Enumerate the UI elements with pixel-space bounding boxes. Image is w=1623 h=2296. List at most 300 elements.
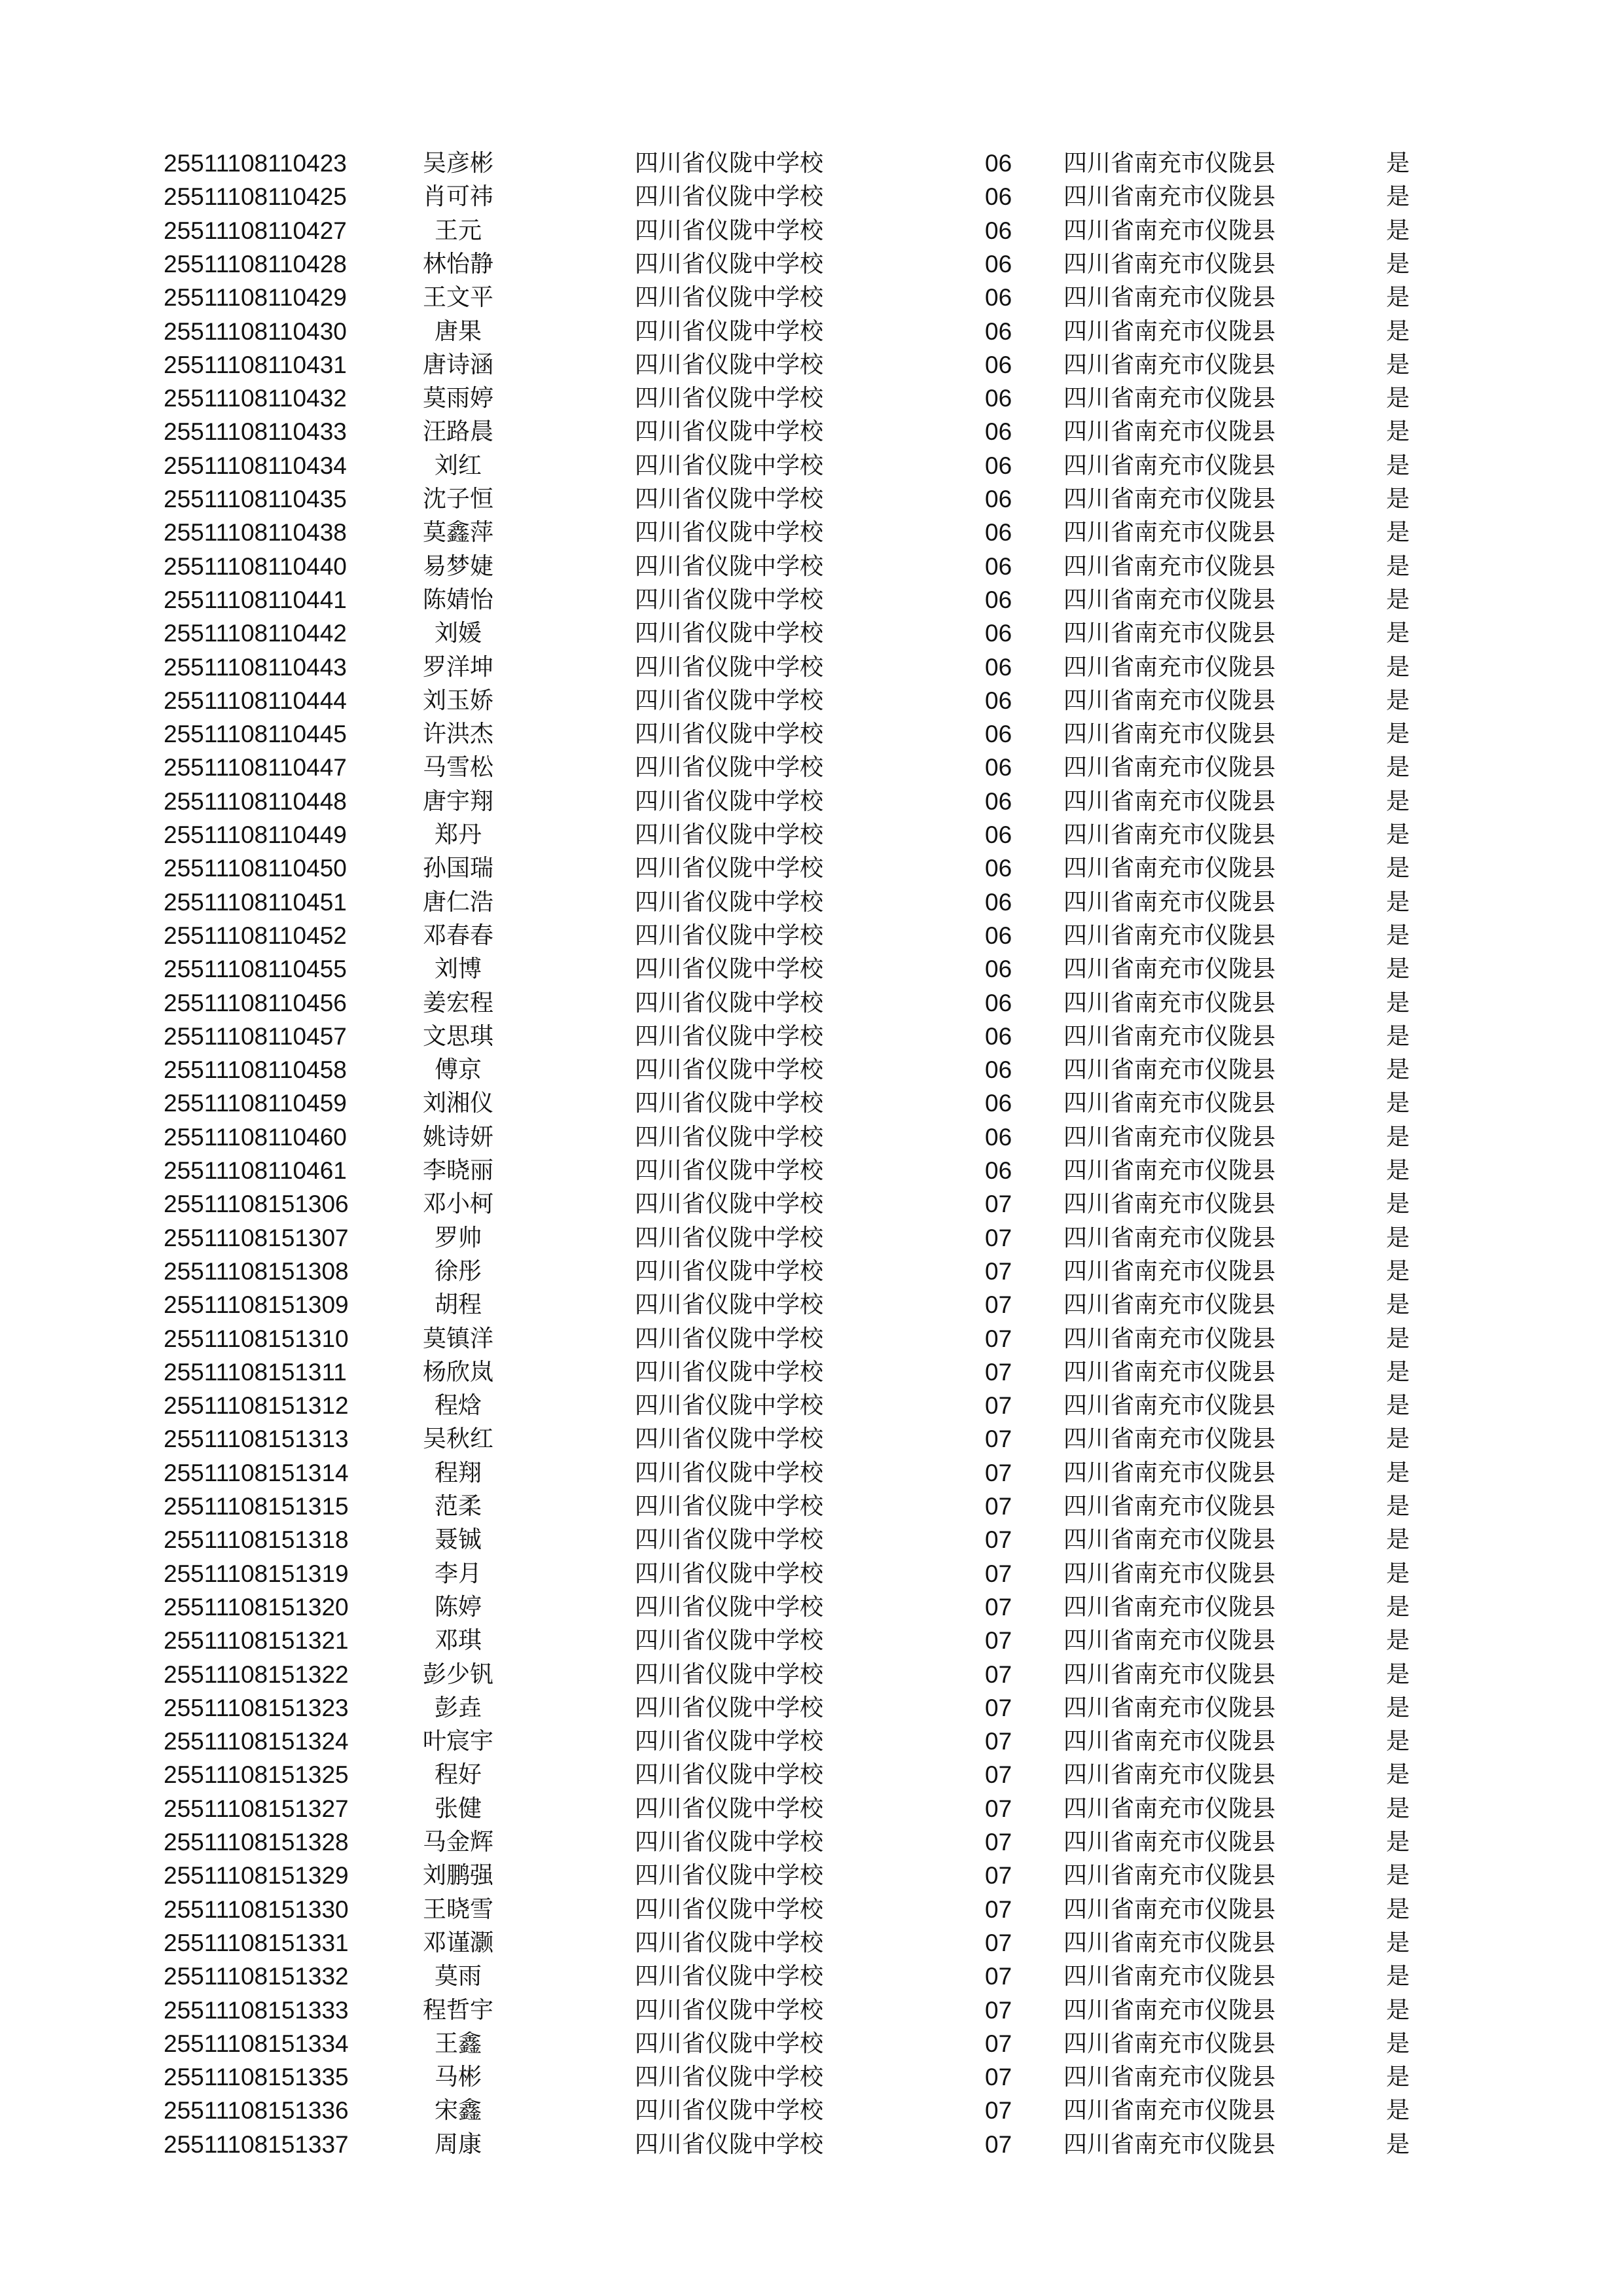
registration-id: 25511108151334 bbox=[164, 2030, 349, 2057]
table-row bbox=[0, 281, 1623, 314]
registration-id: 25511108110449 bbox=[164, 821, 347, 848]
student-name: 邓春春 bbox=[422, 922, 493, 949]
region-name: 四川省南充市仪陇县 bbox=[1063, 351, 1276, 378]
table-row bbox=[0, 1288, 1623, 1321]
class-code: 06 bbox=[985, 956, 1012, 983]
eligibility-flag: 是 bbox=[1386, 1694, 1410, 1721]
region-name: 四川省南充市仪陇县 bbox=[1063, 1056, 1276, 1084]
school-name: 四川省仪陇中学校 bbox=[635, 956, 824, 983]
class-code: 06 bbox=[985, 687, 1012, 714]
table-row bbox=[0, 1053, 1623, 1086]
class-code: 06 bbox=[985, 217, 1012, 244]
region-name: 四川省南充市仪陇县 bbox=[1063, 1392, 1276, 1420]
student-name: 刘鹏强 bbox=[422, 1862, 493, 1890]
region-name: 四川省南充市仪陇县 bbox=[1063, 1123, 1276, 1151]
registration-id: 25511108110444 bbox=[164, 687, 347, 714]
class-code: 07 bbox=[985, 2097, 1012, 2125]
eligibility-flag: 是 bbox=[1386, 1560, 1410, 1587]
student-name: 姜宏程 bbox=[422, 989, 493, 1016]
class-code: 06 bbox=[985, 1157, 1012, 1184]
student-name: 宋鑫 bbox=[434, 2097, 482, 2125]
region-name: 四川省南充市仪陇县 bbox=[1063, 989, 1276, 1016]
class-code: 07 bbox=[985, 1895, 1012, 1923]
region-name: 四川省南充市仪陇县 bbox=[1063, 855, 1276, 882]
student-name: 莫雨 bbox=[434, 1963, 482, 1990]
school-name: 四川省仪陇中学校 bbox=[635, 754, 824, 781]
region-name: 四川省南充市仪陇县 bbox=[1063, 1459, 1276, 1486]
region-name: 四川省南充市仪陇县 bbox=[1063, 183, 1276, 211]
class-code: 06 bbox=[985, 284, 1012, 312]
table-row bbox=[0, 818, 1623, 852]
registration-id: 25511108151332 bbox=[164, 1963, 349, 1990]
region-name: 四川省南充市仪陇县 bbox=[1063, 317, 1276, 345]
registration-id: 25511108110459 bbox=[164, 1090, 347, 1117]
region-name: 四川省南充市仪陇县 bbox=[1063, 1694, 1276, 1721]
registration-id: 25511108110460 bbox=[164, 1123, 347, 1151]
table-row bbox=[0, 1187, 1623, 1221]
table-row bbox=[0, 449, 1623, 482]
class-code: 06 bbox=[985, 385, 1012, 412]
eligibility-flag: 是 bbox=[1386, 317, 1410, 345]
student-name: 孙国瑞 bbox=[422, 855, 493, 882]
eligibility-flag: 是 bbox=[1386, 2064, 1410, 2091]
school-name: 四川省仪陇中学校 bbox=[635, 787, 824, 815]
region-name: 四川省南充市仪陇县 bbox=[1063, 217, 1276, 244]
eligibility-flag: 是 bbox=[1386, 1929, 1410, 1956]
table-row bbox=[0, 1355, 1623, 1389]
school-name: 四川省仪陇中学校 bbox=[635, 486, 824, 512]
school-name: 四川省仪陇中学校 bbox=[635, 1526, 824, 1554]
table-row bbox=[0, 1255, 1623, 1288]
region-name: 四川省南充市仪陇县 bbox=[1063, 1358, 1276, 1386]
region-name: 四川省南充市仪陇县 bbox=[1063, 1627, 1276, 1655]
eligibility-flag: 是 bbox=[1386, 385, 1410, 412]
registration-id: 25511108110448 bbox=[164, 787, 347, 815]
region-name: 四川省南充市仪陇县 bbox=[1063, 519, 1276, 547]
school-name: 四川省仪陇中学校 bbox=[635, 1157, 824, 1184]
school-name: 四川省仪陇中学校 bbox=[635, 1426, 824, 1453]
region-name: 四川省南充市仪陇县 bbox=[1063, 552, 1276, 580]
eligibility-flag: 是 bbox=[1386, 687, 1410, 714]
student-name: 程哲宇 bbox=[422, 1996, 493, 2024]
eligibility-flag: 是 bbox=[1386, 1224, 1410, 1251]
region-name: 四川省南充市仪陇县 bbox=[1063, 1996, 1276, 2024]
table-row bbox=[0, 1121, 1623, 1154]
student-name: 易梦婕 bbox=[422, 552, 493, 580]
registration-id: 25511108151324 bbox=[164, 1728, 349, 1755]
eligibility-flag: 是 bbox=[1386, 1392, 1410, 1420]
school-name: 四川省仪陇中学校 bbox=[635, 586, 824, 613]
student-name: 胡程 bbox=[434, 1291, 482, 1319]
school-name: 四川省仪陇中学校 bbox=[635, 1325, 824, 1352]
table-row bbox=[0, 717, 1623, 751]
school-name: 四川省仪陇中学校 bbox=[635, 552, 824, 580]
class-code: 06 bbox=[985, 821, 1012, 848]
table-row bbox=[0, 651, 1623, 684]
region-name: 四川省南充市仪陇县 bbox=[1063, 1325, 1276, 1352]
registration-id: 25511108151322 bbox=[164, 1660, 349, 1688]
student-name: 王文平 bbox=[422, 284, 493, 312]
table-row bbox=[0, 516, 1623, 549]
registration-id: 25511108151315 bbox=[164, 1493, 349, 1520]
student-name: 程好 bbox=[434, 1761, 482, 1789]
school-name: 四川省仪陇中学校 bbox=[635, 2064, 824, 2091]
table-row bbox=[0, 1926, 1623, 1960]
class-code: 07 bbox=[985, 1526, 1012, 1554]
registration-id: 25511108110440 bbox=[164, 552, 347, 580]
eligibility-flag: 是 bbox=[1386, 1056, 1410, 1084]
eligibility-flag: 是 bbox=[1386, 217, 1410, 244]
table-row bbox=[0, 1557, 1623, 1590]
eligibility-flag: 是 bbox=[1386, 888, 1410, 916]
registration-id: 25511108151318 bbox=[164, 1526, 349, 1554]
region-name: 四川省南充市仪陇县 bbox=[1063, 250, 1276, 278]
table-row bbox=[0, 1658, 1623, 1691]
table-row bbox=[0, 2027, 1623, 2060]
school-name: 四川省仪陇中学校 bbox=[635, 385, 824, 412]
student-name: 文思琪 bbox=[422, 1022, 493, 1050]
school-name: 四川省仪陇中学校 bbox=[635, 855, 824, 882]
student-name: 唐诗涵 bbox=[422, 351, 493, 378]
class-code: 07 bbox=[985, 1929, 1012, 1956]
class-code: 06 bbox=[985, 250, 1012, 278]
school-name: 四川省仪陇中学校 bbox=[635, 1123, 824, 1151]
student-name: 邓琪 bbox=[434, 1627, 482, 1655]
class-code: 06 bbox=[985, 351, 1012, 378]
class-code: 07 bbox=[985, 1224, 1012, 1251]
eligibility-flag: 是 bbox=[1386, 821, 1410, 848]
table-row bbox=[0, 1792, 1623, 1825]
eligibility-flag: 是 bbox=[1386, 1257, 1410, 1285]
student-name: 刘玉娇 bbox=[422, 687, 493, 714]
eligibility-flag: 是 bbox=[1386, 351, 1410, 378]
eligibility-flag: 是 bbox=[1386, 1795, 1410, 1822]
class-code: 06 bbox=[985, 586, 1012, 613]
table-row bbox=[0, 1825, 1623, 1859]
eligibility-flag: 是 bbox=[1386, 2097, 1410, 2125]
student-name: 许洪杰 bbox=[422, 721, 493, 748]
eligibility-flag: 是 bbox=[1386, 2030, 1410, 2057]
student-name: 肖可祎 bbox=[422, 183, 493, 211]
school-name: 四川省仪陇中学校 bbox=[635, 317, 824, 345]
region-name: 四川省南充市仪陇县 bbox=[1063, 1895, 1276, 1923]
table-row bbox=[0, 147, 1623, 180]
class-code: 07 bbox=[985, 1761, 1012, 1789]
student-name: 王鑫 bbox=[434, 2030, 482, 2057]
eligibility-flag: 是 bbox=[1386, 1022, 1410, 1050]
registration-id: 25511108110438 bbox=[164, 519, 347, 547]
region-name: 四川省南充市仪陇县 bbox=[1063, 956, 1276, 983]
table-row bbox=[0, 785, 1623, 818]
table-row bbox=[0, 550, 1623, 583]
registration-id: 25511108110441 bbox=[164, 586, 347, 613]
region-name: 四川省南充市仪陇县 bbox=[1063, 620, 1276, 647]
registration-id: 25511108151328 bbox=[164, 1829, 349, 1856]
school-name: 四川省仪陇中学校 bbox=[635, 620, 824, 647]
class-code: 06 bbox=[985, 1090, 1012, 1117]
table-row bbox=[0, 1590, 1623, 1624]
table-row bbox=[0, 1456, 1623, 1490]
table-row bbox=[0, 382, 1623, 415]
region-name: 四川省南充市仪陇县 bbox=[1063, 1257, 1276, 1285]
eligibility-flag: 是 bbox=[1386, 1426, 1410, 1453]
student-name: 陈婧怡 bbox=[422, 586, 493, 613]
eligibility-flag: 是 bbox=[1386, 1996, 1410, 2024]
eligibility-flag: 是 bbox=[1386, 183, 1410, 211]
region-name: 四川省南充市仪陇县 bbox=[1063, 1157, 1276, 1184]
school-name: 四川省仪陇中学校 bbox=[635, 922, 824, 949]
student-name: 马彬 bbox=[434, 2064, 482, 2091]
registration-id: 25511108110442 bbox=[164, 620, 347, 647]
student-name: 邓小柯 bbox=[422, 1191, 493, 1218]
eligibility-flag: 是 bbox=[1386, 922, 1410, 949]
student-name: 唐果 bbox=[434, 317, 482, 345]
student-name: 聂铖 bbox=[434, 1526, 482, 1554]
region-name: 四川省南充市仪陇县 bbox=[1063, 787, 1276, 815]
school-name: 四川省仪陇中学校 bbox=[635, 1493, 824, 1520]
registration-id: 25511108151329 bbox=[164, 1862, 349, 1890]
table-row bbox=[0, 852, 1623, 885]
school-name: 四川省仪陇中学校 bbox=[635, 888, 824, 916]
class-code: 07 bbox=[985, 1325, 1012, 1352]
class-code: 07 bbox=[985, 1593, 1012, 1621]
registration-id: 25511108110430 bbox=[164, 317, 347, 345]
class-code: 06 bbox=[985, 183, 1012, 211]
region-name: 四川省南充市仪陇县 bbox=[1063, 1191, 1276, 1218]
region-name: 四川省南充市仪陇县 bbox=[1063, 418, 1276, 446]
table-row bbox=[0, 1859, 1623, 1892]
region-name: 四川省南充市仪陇县 bbox=[1063, 1728, 1276, 1755]
eligibility-flag: 是 bbox=[1386, 721, 1410, 748]
school-name: 四川省仪陇中学校 bbox=[635, 1459, 824, 1486]
student-name: 彭垚 bbox=[434, 1694, 482, 1721]
student-name: 吴彦彬 bbox=[422, 150, 493, 177]
region-name: 四川省南充市仪陇县 bbox=[1063, 2130, 1276, 2158]
registration-id: 25511108151310 bbox=[164, 1325, 349, 1352]
eligibility-flag: 是 bbox=[1386, 787, 1410, 815]
eligibility-flag: 是 bbox=[1386, 855, 1410, 882]
eligibility-flag: 是 bbox=[1386, 754, 1410, 781]
class-code: 06 bbox=[985, 418, 1012, 446]
eligibility-flag: 是 bbox=[1386, 1191, 1410, 1218]
table-row bbox=[0, 1221, 1623, 1255]
table-row bbox=[0, 2094, 1623, 2127]
student-name: 刘博 bbox=[434, 956, 482, 983]
region-name: 四川省南充市仪陇县 bbox=[1063, 486, 1276, 512]
school-name: 四川省仪陇中学校 bbox=[635, 1963, 824, 1990]
student-name: 刘湘仪 bbox=[422, 1090, 493, 1117]
class-code: 07 bbox=[985, 1829, 1012, 1856]
school-name: 四川省仪陇中学校 bbox=[635, 721, 824, 748]
eligibility-flag: 是 bbox=[1386, 1123, 1410, 1151]
student-name: 杨欣岚 bbox=[422, 1358, 493, 1386]
table-row bbox=[0, 482, 1623, 516]
student-name: 傅京 bbox=[434, 1056, 482, 1084]
table-row bbox=[0, 348, 1623, 382]
eligibility-flag: 是 bbox=[1386, 150, 1410, 177]
class-code: 07 bbox=[985, 1996, 1012, 2024]
registration-id: 25511108110435 bbox=[164, 486, 347, 512]
registration-id: 25511108151309 bbox=[164, 1291, 349, 1319]
school-name: 四川省仪陇中学校 bbox=[635, 1660, 824, 1688]
eligibility-flag: 是 bbox=[1386, 1325, 1410, 1352]
student-name: 范柔 bbox=[434, 1493, 482, 1520]
student-name: 莫镇洋 bbox=[422, 1325, 493, 1352]
class-code: 06 bbox=[985, 754, 1012, 781]
student-name: 唐仁浩 bbox=[422, 888, 493, 916]
class-code: 06 bbox=[985, 653, 1012, 681]
student-name: 刘媛 bbox=[434, 620, 482, 647]
student-name: 沈子恒 bbox=[422, 486, 493, 512]
table-row bbox=[0, 1020, 1623, 1053]
student-name: 姚诗妍 bbox=[422, 1123, 493, 1151]
table-row bbox=[0, 315, 1623, 348]
school-name: 四川省仪陇中学校 bbox=[635, 1090, 824, 1117]
school-name: 四川省仪陇中学校 bbox=[635, 418, 824, 446]
eligibility-flag: 是 bbox=[1386, 1090, 1410, 1117]
class-code: 07 bbox=[985, 1660, 1012, 1688]
eligibility-flag: 是 bbox=[1386, 653, 1410, 681]
student-name: 吴秋红 bbox=[422, 1426, 493, 1453]
region-name: 四川省南充市仪陇县 bbox=[1063, 1761, 1276, 1789]
class-code: 07 bbox=[985, 1426, 1012, 1453]
school-name: 四川省仪陇中学校 bbox=[635, 1056, 824, 1084]
registration-id: 25511108151323 bbox=[164, 1694, 349, 1721]
class-code: 07 bbox=[985, 1694, 1012, 1721]
student-name: 郑丹 bbox=[434, 821, 482, 848]
school-name: 四川省仪陇中学校 bbox=[635, 687, 824, 714]
student-name: 李月 bbox=[434, 1560, 482, 1587]
region-name: 四川省南充市仪陇县 bbox=[1063, 1795, 1276, 1822]
school-name: 四川省仪陇中学校 bbox=[635, 150, 824, 177]
eligibility-flag: 是 bbox=[1386, 1829, 1410, 1856]
school-name: 四川省仪陇中学校 bbox=[635, 1191, 824, 1218]
registration-id: 25511108110432 bbox=[164, 385, 347, 412]
school-name: 四川省仪陇中学校 bbox=[635, 1829, 824, 1856]
student-name: 张健 bbox=[434, 1795, 482, 1822]
student-name: 唐宇翔 bbox=[422, 787, 493, 815]
class-code: 07 bbox=[985, 2030, 1012, 2057]
registration-id: 25511108151321 bbox=[164, 1627, 349, 1655]
eligibility-flag: 是 bbox=[1386, 1493, 1410, 1520]
class-code: 06 bbox=[985, 855, 1012, 882]
school-name: 四川省仪陇中学校 bbox=[635, 452, 824, 479]
class-code: 07 bbox=[985, 1795, 1012, 1822]
region-name: 四川省南充市仪陇县 bbox=[1063, 1426, 1276, 1453]
eligibility-flag: 是 bbox=[1386, 250, 1410, 278]
table-row bbox=[0, 684, 1623, 717]
registration-id: 25511108151314 bbox=[164, 1459, 349, 1486]
region-name: 四川省南充市仪陇县 bbox=[1063, 284, 1276, 312]
eligibility-flag: 是 bbox=[1386, 284, 1410, 312]
student-name: 莫鑫萍 bbox=[422, 519, 493, 547]
class-code: 06 bbox=[985, 620, 1012, 647]
school-name: 四川省仪陇中学校 bbox=[635, 1862, 824, 1890]
student-name: 陈婷 bbox=[434, 1593, 482, 1621]
class-code: 07 bbox=[985, 1392, 1012, 1420]
class-code: 06 bbox=[985, 888, 1012, 916]
class-code: 07 bbox=[985, 1862, 1012, 1890]
table-row bbox=[0, 1322, 1623, 1355]
class-code: 07 bbox=[985, 2064, 1012, 2091]
registration-id: 25511108151333 bbox=[164, 1996, 349, 2024]
region-name: 四川省南充市仪陇县 bbox=[1063, 2064, 1276, 2091]
eligibility-flag: 是 bbox=[1386, 452, 1410, 479]
class-code: 07 bbox=[985, 2130, 1012, 2158]
school-name: 四川省仪陇中学校 bbox=[635, 1795, 824, 1822]
eligibility-flag: 是 bbox=[1386, 1761, 1410, 1789]
table-row bbox=[0, 1624, 1623, 1657]
table-row bbox=[0, 1893, 1623, 1926]
region-name: 四川省南充市仪陇县 bbox=[1063, 1660, 1276, 1688]
eligibility-flag: 是 bbox=[1386, 1157, 1410, 1184]
class-code: 07 bbox=[985, 1291, 1012, 1319]
registration-id: 25511108151331 bbox=[164, 1929, 349, 1956]
class-code: 06 bbox=[985, 989, 1012, 1016]
region-name: 四川省南充市仪陇县 bbox=[1063, 1929, 1276, 1956]
registration-id: 25511108151307 bbox=[164, 1224, 349, 1251]
registration-id: 25511108110425 bbox=[164, 183, 347, 211]
student-name: 罗帅 bbox=[434, 1224, 482, 1251]
region-name: 四川省南充市仪陇县 bbox=[1063, 1022, 1276, 1050]
eligibility-flag: 是 bbox=[1386, 519, 1410, 547]
eligibility-flag: 是 bbox=[1386, 2130, 1410, 2158]
table-row bbox=[0, 1389, 1623, 1422]
region-name: 四川省南充市仪陇县 bbox=[1063, 922, 1276, 949]
student-name: 马雪松 bbox=[422, 754, 493, 781]
class-code: 06 bbox=[985, 787, 1012, 815]
student-name: 罗洋坤 bbox=[422, 653, 493, 681]
school-name: 四川省仪陇中学校 bbox=[635, 250, 824, 278]
class-code: 07 bbox=[985, 1728, 1012, 1755]
class-code: 06 bbox=[985, 1022, 1012, 1050]
class-code: 07 bbox=[985, 1358, 1012, 1386]
student-name: 彭少钒 bbox=[422, 1660, 493, 1688]
school-name: 四川省仪陇中学校 bbox=[635, 284, 824, 312]
student-name: 程翔 bbox=[434, 1459, 482, 1486]
table-row bbox=[0, 751, 1623, 784]
class-code: 06 bbox=[985, 317, 1012, 345]
class-code: 07 bbox=[985, 1963, 1012, 1990]
region-name: 四川省南充市仪陇县 bbox=[1063, 653, 1276, 681]
eligibility-flag: 是 bbox=[1386, 1728, 1410, 1755]
school-name: 四川省仪陇中学校 bbox=[635, 1560, 824, 1587]
region-name: 四川省南充市仪陇县 bbox=[1063, 1291, 1276, 1319]
school-name: 四川省仪陇中学校 bbox=[635, 351, 824, 378]
eligibility-flag: 是 bbox=[1386, 1526, 1410, 1554]
table-row bbox=[0, 2060, 1623, 2094]
registration-id: 25511108151327 bbox=[164, 1795, 349, 1822]
table-row bbox=[0, 1960, 1623, 1993]
student-name: 叶宸宇 bbox=[422, 1728, 493, 1755]
registration-id: 25511108110447 bbox=[164, 754, 347, 781]
eligibility-flag: 是 bbox=[1386, 956, 1410, 983]
region-name: 四川省南充市仪陇县 bbox=[1063, 1560, 1276, 1587]
registration-id: 25511108110451 bbox=[164, 888, 347, 916]
school-name: 四川省仪陇中学校 bbox=[635, 2097, 824, 2125]
student-name: 马金辉 bbox=[422, 1829, 493, 1856]
class-code: 06 bbox=[985, 486, 1012, 512]
registration-id: 25511108151337 bbox=[164, 2130, 349, 2158]
registration-id: 25511108110428 bbox=[164, 250, 347, 278]
registration-id: 25511108110434 bbox=[164, 452, 347, 479]
registration-id: 25511108110458 bbox=[164, 1056, 347, 1084]
class-code: 06 bbox=[985, 150, 1012, 177]
registration-id: 25511108110461 bbox=[164, 1157, 347, 1184]
student-name: 王元 bbox=[434, 217, 482, 244]
region-name: 四川省南充市仪陇县 bbox=[1063, 2030, 1276, 2057]
registration-id: 25511108110423 bbox=[164, 150, 347, 177]
